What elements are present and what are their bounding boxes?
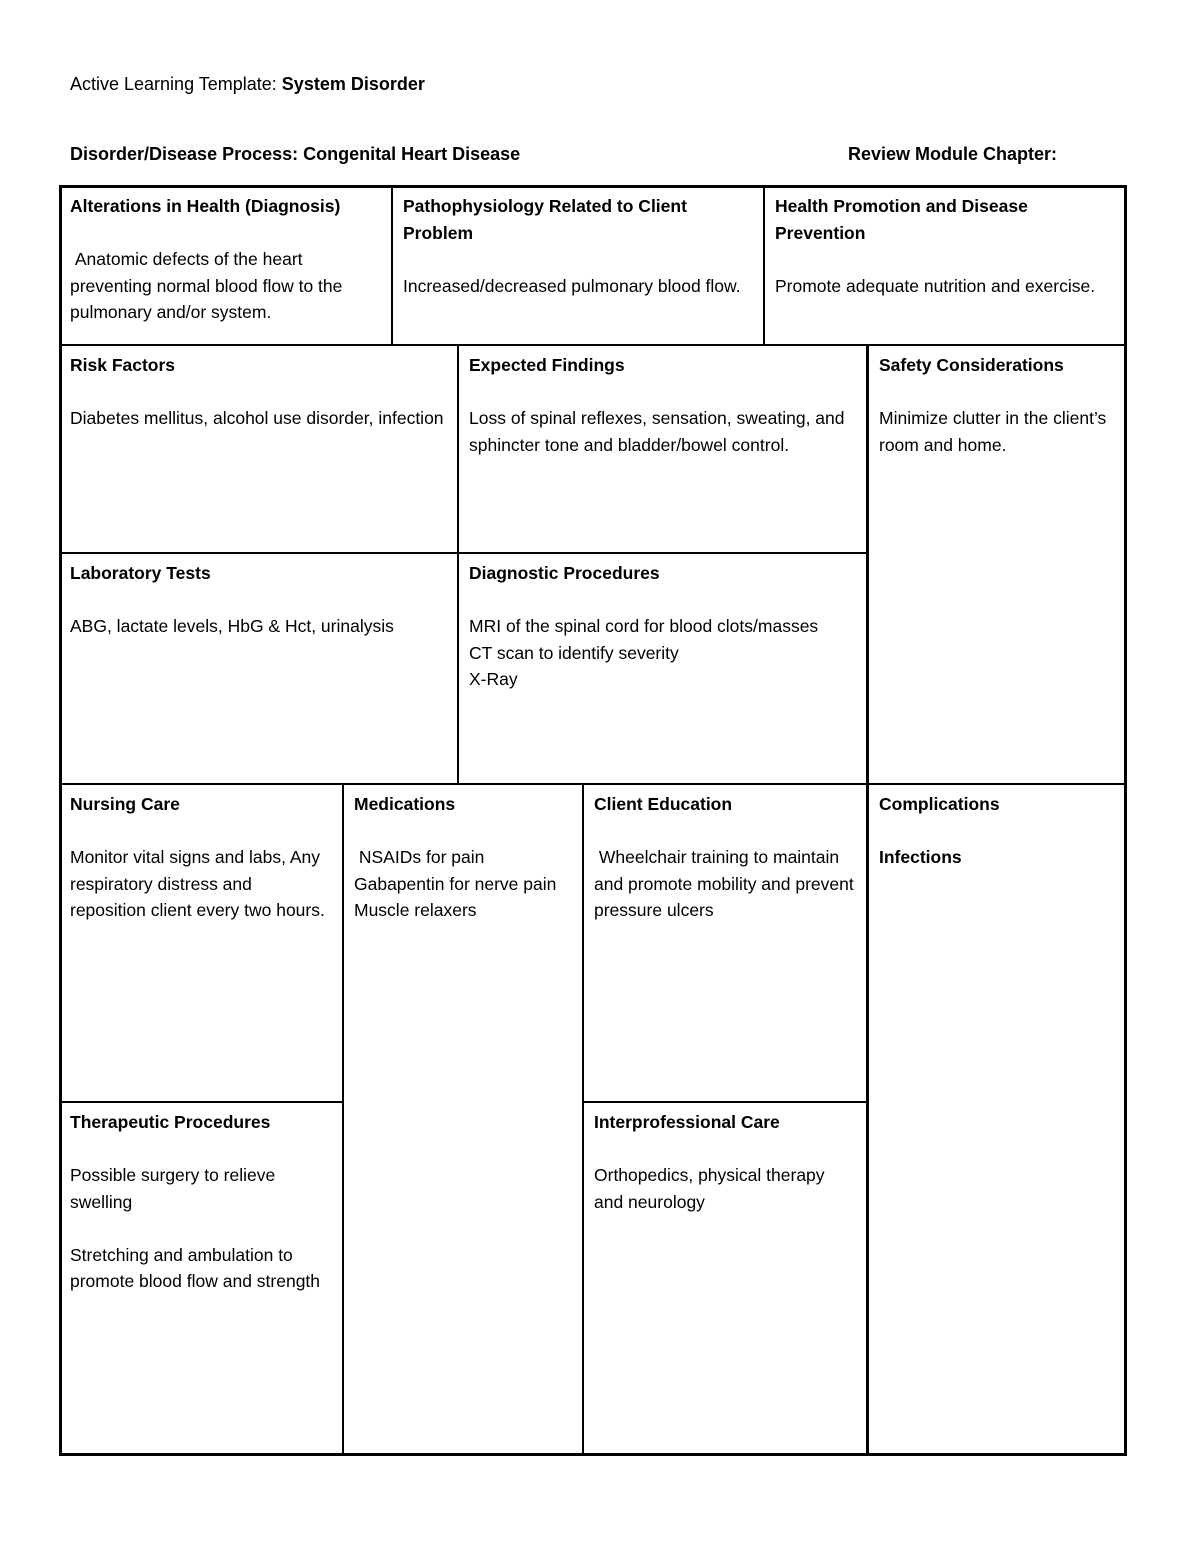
review-module-label: Review Module Chapter: <box>848 144 1058 164</box>
diagnostic-heading: Diagnostic Procedures <box>469 563 660 583</box>
interprofessional-body: Orthopedics, physical therapy and neurology <box>594 1165 830 1212</box>
health-promotion-heading: Health Promotion and Disease Prevention <box>775 196 1028 243</box>
interprofessional-heading: Interprofessional Care <box>594 1112 780 1132</box>
therapeutic-heading: Therapeutic Procedures <box>70 1112 271 1132</box>
medications-body: NSAIDs for pain Gabapentin for nerve pain Muscle relaxers <box>354 847 557 920</box>
interprofessional-cell <box>584 1103 866 1221</box>
expected-findings-body: Loss of spinal reflexes, sensation, sweating, and sphincter tone and bladder/bowel control. <box>469 408 850 455</box>
therapeutic-body-2: Stretching and ambulation to promote blood flow and strength <box>70 1244 321 1291</box>
template-title <box>70 74 425 95</box>
disorder-label: Disorder/Disease Process: Congenital Heart Disease <box>70 144 521 164</box>
template-name: System Disorder <box>281 74 425 94</box>
nursing-care-heading: Nursing Care <box>70 794 180 814</box>
client-education-cell <box>584 785 866 930</box>
pathophysiology-heading: Pathophysiology Related to Client Problem <box>403 196 687 243</box>
safety-body: Minimize clutter in the client’s room and home. <box>879 408 1112 455</box>
risk-factors-heading: Risk Factors <box>70 355 176 375</box>
expected-findings-heading: Expected Findings <box>469 355 625 375</box>
health-promotion-body: Promote adequate nutrition and exercise. <box>775 275 1096 296</box>
health-promotion-cell <box>765 187 1123 305</box>
template-prefix: Active Learning Template: <box>70 74 282 94</box>
therapeutic-body: Possible surgery to relieve swelling <box>70 1165 281 1212</box>
complications-cell <box>869 785 1123 877</box>
nursing-care-body: Monitor vital signs and labs, Any respiratory distress and reposition client every two hours. <box>70 847 325 920</box>
expected-findings-cell <box>459 346 865 464</box>
lab-tests-cell <box>60 554 457 646</box>
lab-tests-heading: Laboratory Tests <box>70 563 211 583</box>
pathophysiology-cell <box>393 187 763 305</box>
medications-cell <box>344 785 582 930</box>
medications-heading: Medications <box>354 794 456 814</box>
diagnostic-cell <box>459 554 865 699</box>
risk-factors-cell <box>60 346 457 438</box>
lab-tests-body: ABG, lactate levels, HbG & Hct, urinalysis <box>70 616 394 636</box>
therapeutic-cell <box>60 1103 342 1301</box>
alterations-cell <box>60 187 391 332</box>
nursing-care-cell <box>60 785 342 930</box>
client-education-heading: Client Education <box>594 794 733 814</box>
pathophysiology-body: Increased/decreased pulmonary blood flow. <box>403 275 741 296</box>
complications-body: Infections <box>879 847 962 867</box>
client-education-body: Wheelchair training to maintain and promote mobility and prevent pressure ulcers <box>594 847 859 920</box>
complications-heading: Complications <box>879 794 1000 814</box>
safety-heading: Safety Considerations <box>879 355 1064 375</box>
alterations-heading: Alterations in Health (Diagnosis) <box>70 196 341 216</box>
safety-cell <box>869 346 1123 464</box>
alterations-body: Anatomic defects of the heart preventing normal blood flow to the pulmonary and/or system. <box>70 249 348 322</box>
diagnostic-body: MRI of the spinal cord for blood clots/masses CT scan to identify severity X-Ray <box>469 616 819 689</box>
risk-factors-body: Diabetes mellitus, alcohol use disorder, infection <box>70 408 444 428</box>
